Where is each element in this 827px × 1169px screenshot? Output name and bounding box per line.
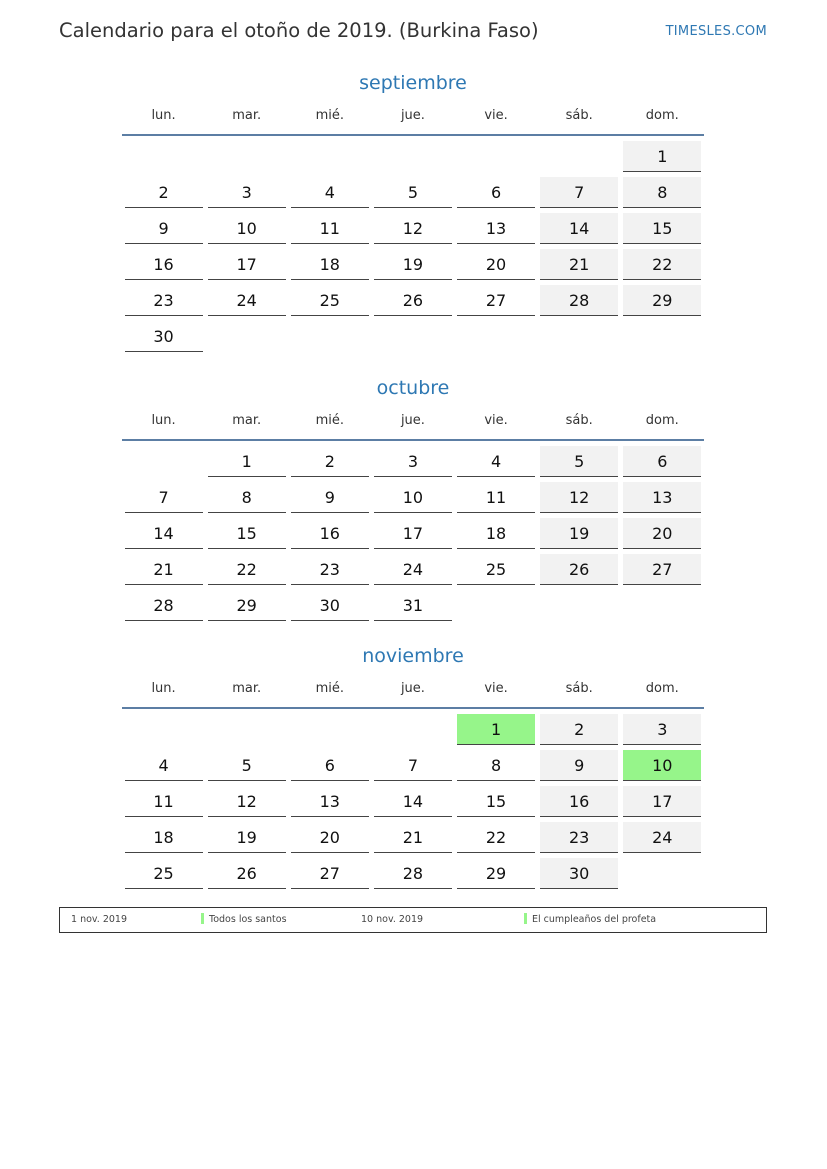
empty-day (623, 321, 701, 352)
day-number: 23 (125, 285, 203, 316)
week-row (122, 785, 704, 821)
empty-cell (288, 713, 371, 749)
day-number: 12 (208, 786, 286, 817)
empty-cell (455, 589, 538, 625)
day-cell (538, 481, 621, 517)
day-cell (288, 517, 371, 553)
day-number: 3 (623, 714, 701, 745)
day-number: 26 (374, 285, 452, 316)
empty-cell (538, 320, 621, 356)
day-cell (621, 284, 704, 320)
day-number: 29 (623, 285, 701, 316)
week-row (122, 176, 704, 212)
day-cell (621, 212, 704, 248)
day-number: 25 (457, 554, 535, 585)
empty-cell (371, 140, 454, 176)
day-cell (621, 481, 704, 517)
day-number: 16 (291, 518, 369, 549)
day-number: 6 (457, 177, 535, 208)
day-number: 14 (125, 518, 203, 549)
day-cell (205, 749, 288, 785)
empty-day (374, 141, 452, 172)
empty-day (457, 590, 535, 621)
month-name: noviembre (362, 645, 464, 667)
day-cell (538, 821, 621, 857)
weekday-label: mar. (232, 108, 262, 123)
day-cell (371, 517, 454, 553)
week-row (122, 140, 704, 176)
day-cell (288, 785, 371, 821)
header-divider (122, 134, 704, 136)
week-row (122, 517, 704, 553)
week-row (122, 445, 704, 481)
week-row (122, 589, 704, 625)
day-number: 29 (457, 858, 535, 889)
day-number: 21 (374, 822, 452, 853)
day-cell (205, 553, 288, 589)
day-cell (205, 212, 288, 248)
day-cell (371, 589, 454, 625)
day-cell (455, 749, 538, 785)
week-row (122, 821, 704, 857)
legend-name-1: Todos los santos (209, 914, 287, 925)
day-number: 12 (374, 213, 452, 244)
day-number: 27 (457, 285, 535, 316)
day-number: 27 (291, 858, 369, 889)
day-cell (621, 248, 704, 284)
day-number: 4 (457, 446, 535, 477)
week-row (122, 320, 704, 356)
day-cell (621, 713, 704, 749)
weekday-label: sáb. (565, 413, 593, 428)
day-number: 4 (291, 177, 369, 208)
day-number: 19 (374, 249, 452, 280)
empty-day (623, 590, 701, 621)
day-number: 10 (208, 213, 286, 244)
weekday-label: mar. (232, 681, 262, 696)
brand-link[interactable]: TIMESLES.COM (665, 24, 767, 39)
day-number: 25 (291, 285, 369, 316)
day-number: 15 (623, 213, 701, 244)
day-cell (122, 589, 205, 625)
day-number: 21 (125, 554, 203, 585)
empty-day (374, 321, 452, 352)
day-cell (455, 481, 538, 517)
empty-cell (122, 713, 205, 749)
month-october (122, 375, 704, 625)
day-number: 11 (457, 482, 535, 513)
day-number: 1 (208, 446, 286, 477)
legend-color-1 (201, 913, 204, 924)
day-number: 1 (457, 714, 535, 745)
day-cell (205, 517, 288, 553)
day-cell (621, 140, 704, 176)
day-number: 12 (540, 482, 618, 513)
day-cell (288, 821, 371, 857)
weekday-label: dom. (645, 413, 679, 428)
day-number: 5 (208, 750, 286, 781)
empty-day (291, 141, 369, 172)
day-number: 6 (623, 446, 701, 477)
day-number: 14 (374, 786, 452, 817)
day-cell (371, 176, 454, 212)
day-cell (371, 857, 454, 893)
day-cell (371, 481, 454, 517)
day-cell (371, 445, 454, 481)
day-number: 9 (125, 213, 203, 244)
week-row (122, 713, 704, 749)
day-number: 13 (457, 213, 535, 244)
day-cell (205, 857, 288, 893)
day-cell (288, 176, 371, 212)
day-cell (288, 445, 371, 481)
day-cell (455, 857, 538, 893)
day-cell (288, 749, 371, 785)
day-cell (288, 481, 371, 517)
day-grid (122, 713, 704, 893)
weekday-label: jue. (400, 108, 425, 123)
day-number: 16 (125, 249, 203, 280)
day-cell (538, 517, 621, 553)
month-name: septiembre (359, 72, 467, 94)
day-cell (122, 248, 205, 284)
legend-name-2: El cumpleaños del profeta (532, 914, 657, 925)
day-cell (455, 821, 538, 857)
day-number: 17 (374, 518, 452, 549)
empty-cell (538, 589, 621, 625)
day-number: 24 (374, 554, 452, 585)
day-cell (288, 248, 371, 284)
day-number: 15 (457, 786, 535, 817)
day-number: 24 (208, 285, 286, 316)
weekday-label: lun. (151, 108, 176, 123)
day-cell (122, 553, 205, 589)
day-number: 20 (291, 822, 369, 853)
empty-cell (621, 589, 704, 625)
weekday-header (122, 678, 704, 700)
empty-day (623, 858, 701, 889)
day-number: 5 (374, 177, 452, 208)
day-number: 23 (291, 554, 369, 585)
week-row (122, 857, 704, 893)
week-row (122, 248, 704, 284)
day-number: 27 (623, 554, 701, 585)
day-cell (122, 857, 205, 893)
weekday-label: jue. (400, 681, 425, 696)
day-cell (288, 857, 371, 893)
day-cell (205, 176, 288, 212)
day-number: 23 (540, 822, 618, 853)
day-number: 18 (125, 822, 203, 853)
header-divider (122, 707, 704, 709)
weekday-header (122, 410, 704, 432)
day-cell (455, 785, 538, 821)
day-number: 17 (623, 786, 701, 817)
day-number: 17 (208, 249, 286, 280)
empty-cell (371, 713, 454, 749)
day-cell (288, 553, 371, 589)
empty-day (291, 714, 369, 745)
weekday-label: vie. (484, 108, 508, 123)
empty-day (125, 141, 203, 172)
day-number: 8 (623, 177, 701, 208)
week-row (122, 749, 704, 785)
day-number: 26 (208, 858, 286, 889)
day-number: 9 (291, 482, 369, 513)
day-number: 30 (291, 590, 369, 621)
day-number: 11 (291, 213, 369, 244)
day-cell (455, 212, 538, 248)
day-cell (205, 481, 288, 517)
day-number: 25 (125, 858, 203, 889)
empty-cell (288, 320, 371, 356)
empty-day (374, 714, 452, 745)
day-cell (455, 713, 538, 749)
day-number: 18 (457, 518, 535, 549)
day-number: 7 (374, 750, 452, 781)
empty-day (291, 321, 369, 352)
empty-day (125, 714, 203, 745)
legend-color-2 (524, 913, 527, 924)
day-number: 4 (125, 750, 203, 781)
weekday-label: mié. (315, 108, 345, 123)
day-grid (122, 140, 704, 356)
day-cell (538, 713, 621, 749)
page-title: Calendario para el otoño de 2019. (Burkina Faso) (59, 19, 539, 42)
empty-day (540, 321, 618, 352)
day-cell (455, 517, 538, 553)
day-number: 3 (208, 177, 286, 208)
day-number: 20 (457, 249, 535, 280)
day-cell (455, 445, 538, 481)
month-november (122, 643, 704, 893)
day-cell (371, 785, 454, 821)
weekday-label: dom. (645, 681, 679, 696)
empty-day (457, 141, 535, 172)
day-number: 1 (623, 141, 701, 172)
day-number: 16 (540, 786, 618, 817)
day-number: 5 (540, 446, 618, 477)
day-cell (538, 445, 621, 481)
day-cell (122, 749, 205, 785)
empty-day (540, 141, 618, 172)
day-cell (371, 212, 454, 248)
day-cell (288, 589, 371, 625)
day-number: 3 (374, 446, 452, 477)
day-cell (122, 481, 205, 517)
day-number: 14 (540, 213, 618, 244)
weekday-label: sáb. (565, 108, 593, 123)
legend-date-1: 1 nov. 2019 (71, 914, 127, 925)
day-number: 18 (291, 249, 369, 280)
day-number: 20 (623, 518, 701, 549)
legend-date-2: 10 nov. 2019 (361, 914, 424, 925)
day-cell (538, 553, 621, 589)
day-cell (538, 248, 621, 284)
weekday-label: vie. (484, 681, 508, 696)
empty-day (208, 321, 286, 352)
day-number: 19 (208, 822, 286, 853)
weekday-label: lun. (151, 681, 176, 696)
day-cell (122, 517, 205, 553)
day-cell (205, 445, 288, 481)
day-cell (621, 176, 704, 212)
day-grid (122, 445, 704, 625)
weekday-label: mar. (232, 413, 262, 428)
day-number: 7 (125, 482, 203, 513)
empty-cell (455, 320, 538, 356)
day-number: 7 (540, 177, 618, 208)
empty-cell (538, 140, 621, 176)
day-cell (538, 284, 621, 320)
day-cell (122, 320, 205, 356)
empty-cell (205, 713, 288, 749)
day-number: 10 (374, 482, 452, 513)
day-cell (288, 284, 371, 320)
day-number: 2 (540, 714, 618, 745)
day-number: 13 (623, 482, 701, 513)
day-cell (621, 517, 704, 553)
day-number: 26 (540, 554, 618, 585)
day-number: 24 (623, 822, 701, 853)
day-cell (455, 176, 538, 212)
day-cell (205, 284, 288, 320)
empty-day (125, 446, 203, 477)
day-number: 2 (125, 177, 203, 208)
day-cell (371, 821, 454, 857)
week-row (122, 212, 704, 248)
day-number: 22 (208, 554, 286, 585)
weekday-label: jue. (400, 413, 425, 428)
week-row (122, 284, 704, 320)
header-divider (122, 439, 704, 441)
week-row (122, 481, 704, 517)
holiday-legend (59, 907, 767, 933)
empty-day (457, 321, 535, 352)
empty-cell (122, 445, 205, 481)
day-cell (122, 212, 205, 248)
day-number: 9 (540, 750, 618, 781)
empty-cell (122, 140, 205, 176)
empty-cell (288, 140, 371, 176)
day-cell (538, 749, 621, 785)
day-cell (205, 821, 288, 857)
day-number: 29 (208, 590, 286, 621)
empty-cell (205, 320, 288, 356)
day-cell (371, 553, 454, 589)
day-number: 28 (125, 590, 203, 621)
day-number: 15 (208, 518, 286, 549)
day-number: 30 (125, 321, 203, 352)
weekday-label: vie. (484, 413, 508, 428)
day-cell (621, 785, 704, 821)
day-number: 28 (540, 285, 618, 316)
weekday-label: sáb. (565, 681, 593, 696)
day-cell (455, 553, 538, 589)
weekday-label: mié. (315, 681, 345, 696)
day-number: 28 (374, 858, 452, 889)
month-name: octubre (376, 377, 450, 399)
day-cell (288, 212, 371, 248)
day-cell (455, 284, 538, 320)
day-number: 8 (457, 750, 535, 781)
day-cell (371, 749, 454, 785)
day-cell (371, 284, 454, 320)
empty-cell (371, 320, 454, 356)
day-cell (371, 248, 454, 284)
day-number: 13 (291, 786, 369, 817)
weekday-label: lun. (151, 413, 176, 428)
weekday-label: mié. (315, 413, 345, 428)
day-cell (205, 589, 288, 625)
empty-cell (205, 140, 288, 176)
day-cell (621, 749, 704, 785)
day-cell (122, 821, 205, 857)
empty-cell (455, 140, 538, 176)
day-cell (122, 284, 205, 320)
day-cell (205, 785, 288, 821)
day-number: 19 (540, 518, 618, 549)
day-number: 22 (457, 822, 535, 853)
day-number: 21 (540, 249, 618, 280)
week-row (122, 553, 704, 589)
day-number: 2 (291, 446, 369, 477)
day-number: 10 (623, 750, 701, 781)
day-cell (122, 785, 205, 821)
day-number: 8 (208, 482, 286, 513)
weekday-label: dom. (645, 108, 679, 123)
day-cell (621, 445, 704, 481)
empty-cell (621, 857, 704, 893)
day-cell (538, 176, 621, 212)
weekday-header (122, 105, 704, 127)
day-number: 30 (540, 858, 618, 889)
day-number: 6 (291, 750, 369, 781)
day-cell (538, 212, 621, 248)
day-cell (538, 857, 621, 893)
day-cell (621, 821, 704, 857)
day-cell (538, 785, 621, 821)
empty-day (540, 590, 618, 621)
day-cell (122, 176, 205, 212)
empty-cell (621, 320, 704, 356)
empty-day (208, 141, 286, 172)
day-cell (455, 248, 538, 284)
day-number: 31 (374, 590, 452, 621)
day-number: 11 (125, 786, 203, 817)
day-cell (621, 553, 704, 589)
month-september (122, 70, 704, 356)
day-cell (205, 248, 288, 284)
empty-day (208, 714, 286, 745)
day-number: 22 (623, 249, 701, 280)
